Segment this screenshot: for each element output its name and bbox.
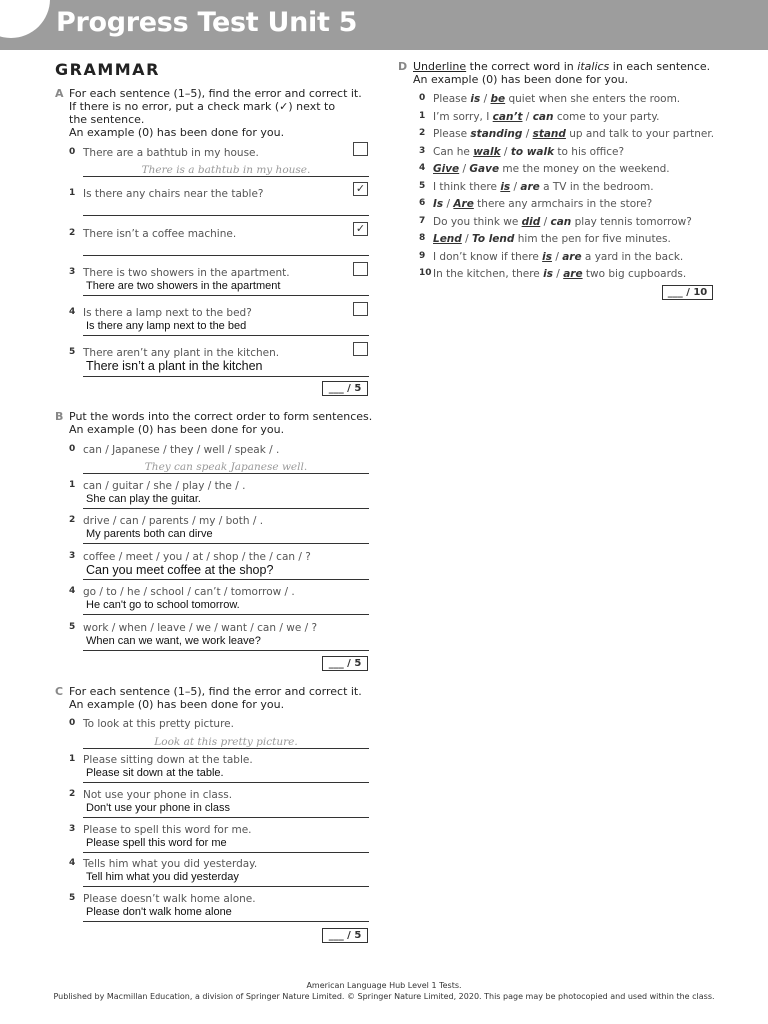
answer-line xyxy=(83,886,369,887)
sentence-start: In the kitchen, there xyxy=(433,268,544,280)
instruction-line: Put the words into the correct order to form sentences. xyxy=(69,410,373,423)
item-number: 2 xyxy=(69,228,76,238)
answer-line xyxy=(83,335,369,336)
option-a[interactable]: Is xyxy=(433,198,444,210)
item-question: Is there a lamp next to the bed? xyxy=(83,307,252,319)
item-question: There are a bathtub in my house. xyxy=(83,147,259,159)
item-sentence xyxy=(433,233,671,245)
instruction-line: An example (0) has been done for you. xyxy=(413,73,629,86)
item-question: There isn’t a coffee machine. xyxy=(83,228,237,240)
item-question: Please doesn’t walk home alone. xyxy=(83,893,256,905)
answer-line xyxy=(83,817,369,818)
item-sentence xyxy=(433,111,659,123)
option-a[interactable]: Give xyxy=(433,163,460,175)
item-sentence xyxy=(433,93,680,105)
section-d-instructions xyxy=(413,60,710,86)
sentence-start: Please xyxy=(433,93,471,105)
answer-text[interactable]: She can play the guitar. xyxy=(86,493,201,505)
item-number: 3 xyxy=(69,267,76,277)
answer-line xyxy=(83,543,369,544)
item-number: 10 xyxy=(419,268,432,278)
answer-text[interactable]: Please sit down at the table. xyxy=(86,767,224,779)
instruction-line: If there is no error, put a check mark (✓) next to xyxy=(69,100,336,113)
sentence-end: him the pen for five minutes. xyxy=(514,233,671,245)
section-a-instructions xyxy=(69,87,362,139)
item-number: 2 xyxy=(69,789,76,799)
item-number: 0 xyxy=(419,93,426,103)
option-a[interactable]: can’t xyxy=(492,110,523,123)
item-number: 4 xyxy=(69,307,76,317)
section-b-score-box[interactable]: ___ / 5 xyxy=(322,656,368,671)
option-b[interactable]: be xyxy=(490,93,506,105)
check-box-4[interactable] xyxy=(353,302,368,316)
item-number: 9 xyxy=(419,250,426,261)
section-d-score-box[interactable]: ___ / 10 xyxy=(662,285,713,300)
sentence-start: Can he xyxy=(433,145,474,158)
instruction-line: the sentence. xyxy=(69,113,145,126)
item-number: 1 xyxy=(69,188,76,198)
item-sentence xyxy=(433,163,670,175)
header-decor-circle xyxy=(0,0,50,38)
item-question: There aren’t any plant in the kitchen. xyxy=(83,347,280,359)
item-question: There is two showers in the apartment. xyxy=(83,267,290,279)
option-a[interactable]: did xyxy=(521,215,541,228)
option-b[interactable]: can xyxy=(550,215,572,228)
item-question: Please to spell this word for me. xyxy=(83,824,252,836)
section-c-instructions xyxy=(69,685,362,711)
item-number: 6 xyxy=(419,198,426,208)
item-number: 3 xyxy=(69,551,76,561)
option-a[interactable]: is xyxy=(542,250,552,263)
item-sentence xyxy=(433,128,714,140)
item-sentence xyxy=(433,146,624,158)
instruction-line: For each sentence (1–5), find the error and correct it. xyxy=(69,87,362,100)
answer-text[interactable]: Can you meet coffee at the shop? xyxy=(86,563,274,577)
answer-line xyxy=(83,376,369,377)
option-separator: / xyxy=(500,145,511,158)
item-number: 2 xyxy=(419,128,426,138)
option-a[interactable]: is xyxy=(543,268,553,280)
instruction-underline-word: Underline xyxy=(413,60,467,73)
item-question: drive / can / parents / my / both / . xyxy=(83,515,264,527)
answer-line xyxy=(83,508,369,509)
footer-line-1: American Language Hub Level 1 Tests. xyxy=(306,981,462,990)
answer-line xyxy=(83,748,369,749)
item-question: can / guitar / she / play / the / . xyxy=(83,480,246,492)
item-question: can / Japanese / they / well / speak / . xyxy=(83,444,280,456)
check-box-3[interactable] xyxy=(353,262,368,276)
instruction-line: An example (0) has been done for you. xyxy=(69,423,285,436)
section-a-score-box[interactable]: ___ / 5 xyxy=(322,381,368,396)
page-title: Progress Test Unit 5 xyxy=(56,7,358,38)
option-separator: / xyxy=(551,250,563,263)
sentence-end: a TV in the bedroom. xyxy=(539,180,654,193)
sentence-end: play tennis tomorrow? xyxy=(571,215,692,228)
instruction-text: in each sentence. xyxy=(609,60,711,73)
example-answer: There is a bathtub in my house. xyxy=(141,164,311,176)
option-separator: / xyxy=(461,233,473,245)
item-sentence xyxy=(433,251,683,263)
section-b-letter: B xyxy=(55,410,64,423)
item-question: Is there any chairs near the table? xyxy=(83,188,264,200)
instruction-line: An example (0) has been done for you. xyxy=(69,698,285,711)
option-b[interactable]: are xyxy=(563,268,583,280)
sentence-end: to his office? xyxy=(554,145,625,158)
option-separator: / xyxy=(522,128,533,140)
option-separator: / xyxy=(443,198,454,210)
instruction-line: An example (0) has been done for you. xyxy=(69,126,285,139)
section-d-letter: D xyxy=(398,60,408,73)
option-b[interactable]: can xyxy=(532,110,554,123)
item-question: To look at this pretty picture. xyxy=(83,718,234,730)
item-number: 8 xyxy=(419,233,426,243)
instruction-line: For each sentence (1–5), find the error and correct it. xyxy=(69,685,362,698)
answer-line xyxy=(83,614,369,615)
item-number: 0 xyxy=(69,718,76,728)
item-question: Not use your phone in class. xyxy=(83,789,233,801)
option-b[interactable]: Gave xyxy=(469,163,500,175)
section-heading-grammar: GRAMMAR xyxy=(55,60,160,79)
answer-text[interactable]: Please don't walk home alone xyxy=(86,906,232,918)
sentence-start: Please xyxy=(433,128,471,140)
answer-line xyxy=(83,215,369,216)
answer-text[interactable]: My parents both can dirve xyxy=(86,528,213,540)
sentence-end: come to your party. xyxy=(553,110,660,123)
instruction-line xyxy=(413,60,710,73)
sentence-start: I think there xyxy=(433,180,501,193)
answer-line xyxy=(83,579,369,580)
option-a[interactable]: is xyxy=(470,93,481,105)
answer-text[interactable]: Please spell this word for me xyxy=(86,837,227,849)
option-separator: / xyxy=(480,93,491,105)
item-question: coffee / meet / you / at / shop / the / can / ? xyxy=(83,551,311,563)
example-answer: Look at this pretty picture. xyxy=(154,736,298,748)
answer-text[interactable]: When can we want, we work leave? xyxy=(86,635,261,647)
item-number: 4 xyxy=(419,163,426,173)
section-b-instructions xyxy=(69,410,372,436)
check-box-0[interactable] xyxy=(353,142,368,156)
answer-line xyxy=(83,255,369,256)
sentence-end: quiet when she enters the room. xyxy=(505,93,681,105)
section-c-score-box[interactable]: ___ / 5 xyxy=(322,928,368,943)
option-b[interactable]: stand xyxy=(532,128,566,140)
item-number: 4 xyxy=(69,858,76,868)
item-number: 7 xyxy=(419,215,426,226)
answer-line xyxy=(83,176,369,177)
answer-line xyxy=(83,782,369,783)
sentence-end: two big cupboards. xyxy=(582,268,687,280)
answer-text[interactable]: He can't go to school tomorrow. xyxy=(86,599,240,611)
sentence-end: up and talk to your partner. xyxy=(565,128,715,140)
answer-text[interactable]: There isn’t a plant in the kitchen xyxy=(86,359,263,373)
sentence-start: I don’t know if there xyxy=(433,250,543,263)
item-number: 5 xyxy=(419,180,426,191)
sentence-start: Do you think we xyxy=(433,215,522,228)
answer-text[interactable]: Tell him what you did yesterday xyxy=(86,871,239,883)
header-bar xyxy=(0,0,768,50)
answer-text[interactable]: Is there any lamp next to the bed xyxy=(86,320,247,332)
answer-text[interactable]: Don't use your phone in class xyxy=(86,802,230,814)
sentence-end: me the money on the weekend. xyxy=(499,163,670,175)
option-a[interactable]: standing xyxy=(470,128,523,140)
answer-line xyxy=(83,921,369,922)
footer-line-2: Published by Macmillan Education, a division of Springer Nature Limited. © Springer Nature Limited, 2020. This page may be photocopied and used within the class. xyxy=(53,992,715,1001)
check-box-2[interactable]: ✓ xyxy=(353,222,368,236)
option-separator: / xyxy=(510,180,521,193)
instruction-italics-word: italics xyxy=(577,60,610,73)
item-number: 1 xyxy=(419,110,426,121)
option-a[interactable]: walk xyxy=(473,145,501,158)
item-number: 2 xyxy=(69,515,76,525)
option-b[interactable]: To lend xyxy=(472,233,515,245)
option-separator: / xyxy=(540,215,551,228)
section-a-letter: A xyxy=(55,87,64,100)
item-sentence xyxy=(433,181,654,193)
check-box-5[interactable] xyxy=(353,342,368,356)
option-separator: / xyxy=(459,163,470,175)
sentence-end: there any armchairs in the store? xyxy=(473,198,653,210)
item-number: 1 xyxy=(69,754,76,764)
item-number: 3 xyxy=(419,145,426,156)
item-number: 3 xyxy=(69,824,76,834)
option-b[interactable]: to walk xyxy=(510,145,555,158)
item-question: Please sitting down at the table. xyxy=(83,754,253,766)
option-a[interactable]: Lend xyxy=(433,233,462,245)
section-c-letter: C xyxy=(55,685,64,698)
item-question: Tells him what you did yesterday. xyxy=(83,858,258,870)
item-question: go / to / he / school / can’t / tomorrow / . xyxy=(83,586,295,598)
item-sentence xyxy=(433,268,686,280)
example-answer: They can speak Japanese well. xyxy=(144,461,308,473)
sentence-end: a yard in the back. xyxy=(581,250,684,263)
instruction-text: the correct word in xyxy=(466,60,578,73)
option-b[interactable]: are xyxy=(520,180,540,193)
answer-text[interactable]: There are two showers in the apartment xyxy=(86,280,281,292)
item-sentence xyxy=(433,216,692,228)
item-number: 1 xyxy=(69,480,76,490)
answer-line xyxy=(83,473,369,474)
item-number: 0 xyxy=(69,444,76,454)
item-sentence xyxy=(433,198,652,210)
answer-line xyxy=(83,650,369,651)
answer-line xyxy=(83,295,369,296)
option-separator: / xyxy=(522,110,533,123)
item-number: 5 xyxy=(69,347,76,357)
check-box-1[interactable]: ✓ xyxy=(353,182,368,196)
answer-line xyxy=(83,852,369,853)
option-a[interactable]: is xyxy=(500,180,511,193)
item-number: 4 xyxy=(69,586,76,596)
item-number: 5 xyxy=(69,893,76,903)
item-question: work / when / leave / we / want / can / we / ? xyxy=(83,622,318,634)
option-b[interactable]: Are xyxy=(453,198,474,210)
sentence-start: I’m sorry, I xyxy=(433,110,493,123)
option-separator: / xyxy=(552,268,564,280)
item-number: 5 xyxy=(69,622,76,632)
item-number: 0 xyxy=(69,147,76,157)
option-b[interactable]: are xyxy=(562,250,582,263)
